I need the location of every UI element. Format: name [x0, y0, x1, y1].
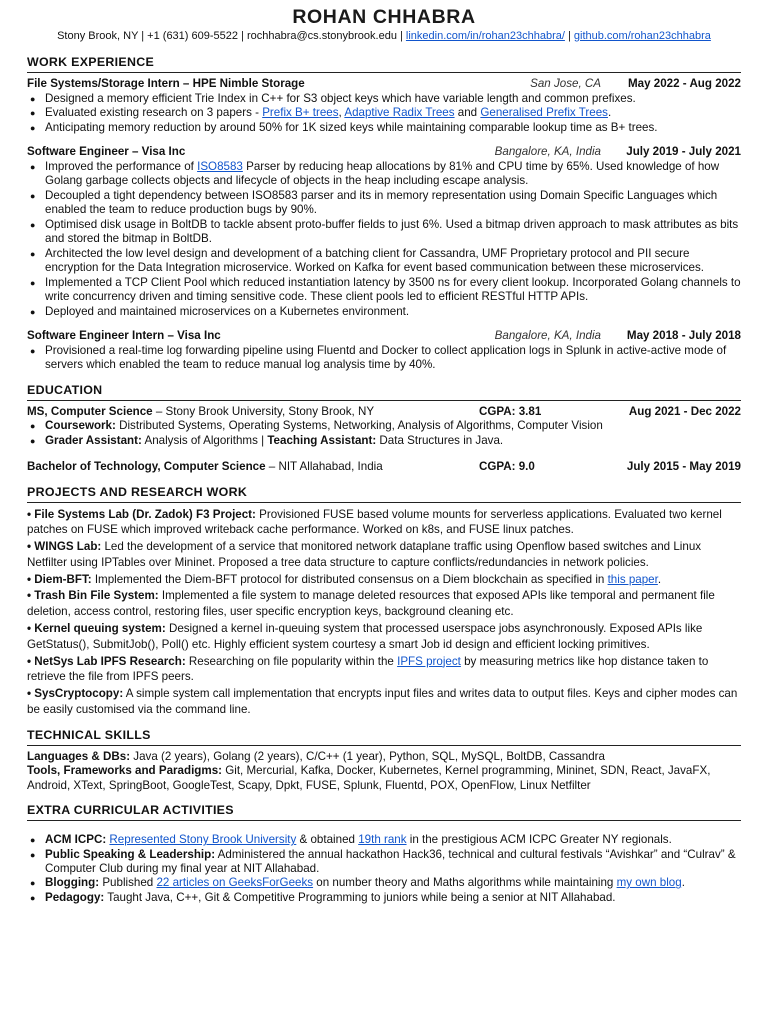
projects-section [27, 485, 741, 718]
job-role: Software Engineer – Visa Inc [27, 145, 186, 158]
diem-paper-link[interactable]: this paper [607, 572, 658, 586]
degree-title: Bachelor of Technology, Computer Science [27, 460, 266, 473]
skills-languages: Languages & DBs: Java (2 years), Golang (2 years), C/C++ (1 year), Python, SQL, MySQL, BoltDB, Cassandra [27, 749, 605, 763]
contact-separator: | [564, 30, 574, 42]
project-item: • Trash Bin File System: Implemented a file system to manage deleted resources that exposed APIs like temporal and permanent file deletion, access control, restoring files, user specific encryption keys, background cleaning etc. [27, 589, 715, 619]
section-title-extra: EXTRA CURRICULAR ACTIVITIES [27, 803, 741, 821]
job-location: Bangalore, KA, India [494, 329, 601, 342]
education-dates: Aug 2021 - Dec 2022 [628, 404, 741, 418]
gpa: CGPA: 9.0 [479, 460, 535, 473]
education-section [27, 383, 741, 475]
stony-brook-icpc-link[interactable]: Represented Stony Brook University [109, 833, 297, 847]
coursework: ● Coursework: Distributed Systems, Operating Systems, Networking, Analysis of Algorithms, Computer Vision [27, 419, 741, 434]
job-role: File Systems/Storage Intern – HPE Nimble Storage [27, 77, 305, 90]
job-dates: May 2022 - Aug 2022 [628, 77, 741, 90]
iso8583-link[interactable]: ISO8583 [197, 159, 243, 173]
job-bullet: ● Architected the low level design and development of a batching client for Cassandra, UMF Proprietary protocol and PII secure encryption for the Data Integration microservice. Worked on Kafka for event based communication between these microservices. [27, 247, 741, 276]
section-title-education: EDUCATION [27, 383, 741, 401]
job-bullet: ● Designed a memory efficient Trie Index in C++ for S3 object keys which have variable length and common prefixes. [27, 92, 741, 107]
job-bullet: ● Improved the performance of ISO8583 Parser by reducing heap allocations by 81% and CPU time by 65%. Used knowledge of how Golang garbage collects objects and lifecycle of objects in the heap including escape analysis. [27, 160, 741, 189]
activity-pedagogy: ● Pedagogy: Taught Java, C++, Git & Competitive Programming to juniors while being a senior at NIT Allahabad. [27, 891, 741, 905]
project-item: • SysCryptocopy: A simple system call implementation that encrypts input files and writes data to output files. Keys and cipher modes can be easily customised via the command line. [27, 687, 738, 717]
school-name: – Stony Brook University, Stony Brook, NY [152, 404, 375, 418]
job-hpe [27, 77, 741, 135]
linkedin-link[interactable]: linkedin.com/in/rohan23chhabra/ [405, 30, 565, 42]
job-dates: July 2019 - July 2021 [626, 145, 741, 158]
project-item: • WINGS Lab: Led the development of a service that monitored network dataplane traffic using Openflow based switches and Linux Netfilter using IPTables over Mininet. Proposed a tree data structure to capture conflicts/redundancies in network policies. [27, 540, 702, 569]
job-bullet: ● Optimised disk usage in BoltDB to tackle absent proto-buffer fields to just 6%. Used a bitmap driven approach to mask attributes as bits and stored the bitmap in BoltDB. [27, 218, 741, 247]
job-bullet: ● Anticipating memory reduction by around 50% for 1K sized keys while maintaining comparable lookup time as B+ trees. [27, 121, 741, 136]
extra-curricular-section [27, 803, 741, 904]
project-item: • Kernel queuing system: Designed a kernel in-queuing system that processed userspace jobs asynchronously. Exposed APIs like GetStatus(), SubmitJob(), Poll() etc. Highly efficient system courtesy a smart Job id design and efficient locking primitives. [27, 622, 703, 651]
geeksforgeeks-link[interactable]: 22 articles on GeeksForGeeks [156, 876, 314, 890]
project-item: • File Systems Lab (Dr. Zadok) F3 Project: Provisioned FUSE based volume mounts for serverless applications. Evaluated two kernel patches on FUSE which improved writeback cache performance. Worked on k8s, and FUSE linux patches. [27, 507, 722, 537]
project-item: • Diem-BFT: Implemented the Diem-BFT protocol for distributed consensus on a Diem blockchain as specified in this paper. [27, 572, 662, 586]
education-ms [27, 405, 741, 420]
candidate-name: ROHAN CHHABRA [292, 6, 476, 28]
education-dates: July 2015 - May 2019 [626, 460, 741, 473]
skills-tools: Tools, Frameworks and Paradigms: Git, Mercurial, Kafka, Docker, Kubernetes, Kernel programming, Mininet, SDN, React, JavaFX, Android, XText, SpringBoot, GoogleTest, Scapy, Dpkt, FUSE, Splunk, Fluentd, POX, OpenFlow, Linux Netfilter [27, 764, 711, 792]
degree-title: MS, Computer Science [27, 404, 153, 418]
activity-acm: ● ACM ICPC: Represented Stony Brook University & obtained 19th rank in the prestigious ACM ICPC Greater NY regionals. [27, 833, 741, 847]
job-bullet: ● Implemented a TCP Client Pool which reduced instantiation latency by 3500 ns for every client lookup. Incorporated Golang channels to write concurrency driven and timing sensitive code. These client pools led to efficient RESTful HTTP APIs. [27, 276, 741, 305]
assistantships: ● Grader Assistant: Analysis of Algorithms | Teaching Assistant: Data Structures in Java. [27, 434, 741, 449]
school-name: – NIT Allahabad, India [265, 460, 383, 473]
prefix-btrees-link[interactable]: Prefix B+ trees [262, 106, 339, 119]
own-blog-link[interactable]: my own blog [616, 876, 682, 890]
job-role: Software Engineer Intern – Visa Inc [27, 329, 221, 342]
education-btech [27, 460, 741, 475]
section-title-projects: PROJECTS AND RESEARCH WORK [27, 485, 741, 503]
job-location: San Jose, CA [530, 77, 601, 90]
contact-line [27, 30, 741, 43]
job-bullet: ● Provisioned a real-time log forwarding pipeline using Fluentd and Docker to collect application logs in Splunk in active-active mode of servers which enabled the team to reduce manual log analysis time by 40%. [27, 344, 741, 373]
generalised-prefix-trees-link[interactable]: Generalised Prefix Trees [480, 106, 608, 119]
github-link[interactable]: github.com/rohan23chhabra [573, 30, 711, 42]
job-bullet: ● Deployed and maintained microservices on a Kubernetes environment. [27, 305, 741, 320]
job-dates: May 2018 - July 2018 [626, 329, 741, 342]
job-location: Bangalore, KA, India [494, 145, 601, 158]
ipfs-project-link[interactable]: IPFS project [397, 654, 461, 668]
gpa: CGPA: 3.81 [479, 404, 542, 418]
skills-section [27, 728, 741, 794]
work-experience-section [27, 55, 741, 373]
icpc-rank-link[interactable]: 19th rank [358, 833, 407, 847]
job-bullet: ● Decoupled a tight dependency between ISO8583 parser and its in memory representation using Domain Specific Languages which enabled the team to reduce production bugs by 90%. [27, 189, 741, 218]
activity-blogging: ● Blogging: Published 22 articles on GeeksForGeeks on number theory and Maths algorithms while maintaining my own blog. [27, 876, 741, 890]
project-item: • NetSys Lab IPFS Research: Researching on file popularity within the IPFS project by measuring metrics like hop distance taken to retrieve the file from IPFS peers. [27, 654, 709, 684]
activity-speaking: ● Public Speaking & Leadership: Administered the annual hackathon Hack36, technical and cultural festivals “Avishkar” and “Culrav” & Computer Club during my final year at NIT Allahabad. [27, 848, 741, 877]
job-visa [27, 145, 741, 319]
job-bullet-research: ● Evaluated existing research on 3 papers - Prefix B+ trees, Adaptive Radix Trees and Generalised Prefix Trees. [27, 106, 741, 121]
adaptive-radix-trees-link[interactable]: Adaptive Radix Trees [344, 106, 455, 119]
contact-details: Stony Brook, NY | +1 (631) 609-5522 | rochhabra@cs.stonybrook.edu | [57, 30, 406, 42]
job-visa-intern [27, 329, 741, 373]
section-title-skills: TECHNICAL SKILLS [27, 728, 741, 746]
section-title-work: WORK EXPERIENCE [27, 55, 741, 73]
